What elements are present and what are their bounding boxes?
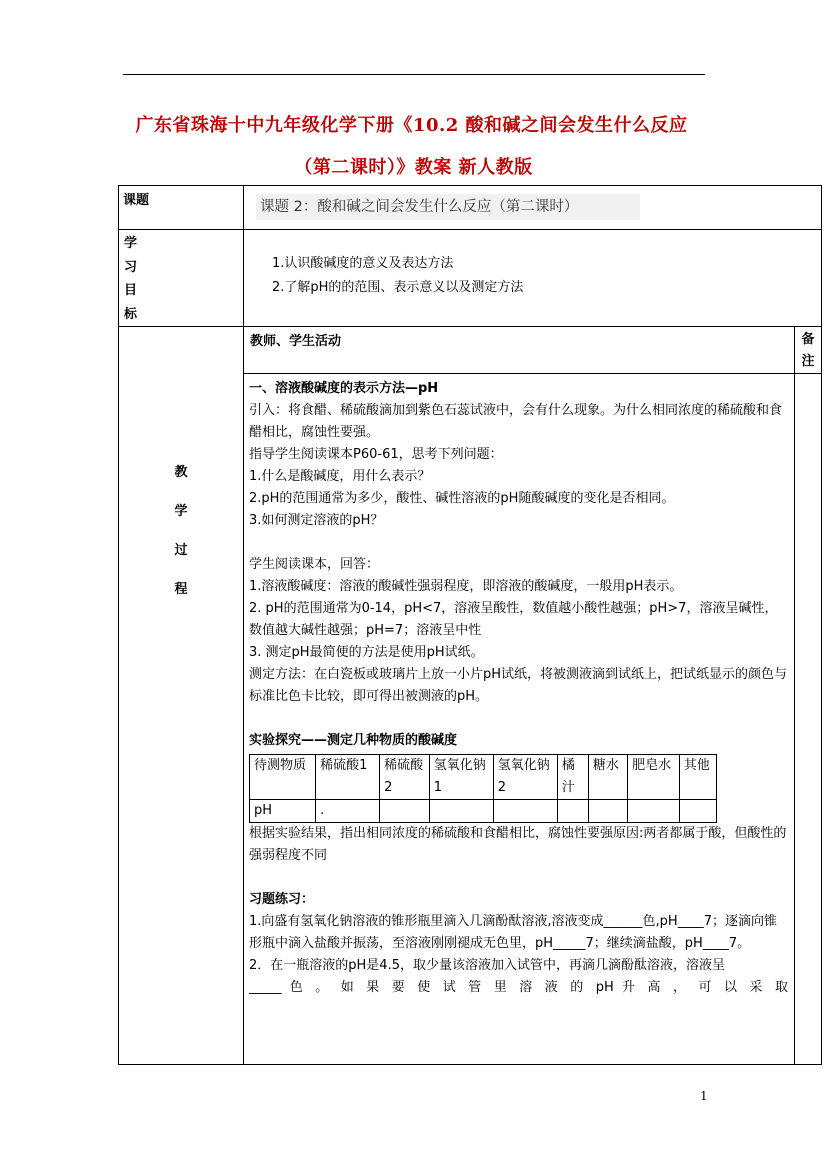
section1-title: 一、溶液酸碱度的表示方法—pH <box>249 381 439 396</box>
guide-text: 指导学生阅读课本P60-61，思考下列问题： <box>249 447 503 462</box>
process-label-char: 过 <box>174 543 188 558</box>
exercise-2: 2．在一瓶溶液的pH是4.5，取少量该溶液加入试管中，再滴几滴酚酞溶液，溶液呈 <box>249 958 725 973</box>
process-label-char: 教 <box>174 465 188 480</box>
exp-cell <box>628 800 680 823</box>
process-label-char: 学 <box>174 504 188 519</box>
activity-header: 教师、学生活动 <box>250 334 342 349</box>
goal-item: 2.了解pH的的范围、表示意义以及测定方法 <box>272 280 524 295</box>
notes-body-cell <box>795 374 822 1065</box>
answer-item: 2. pH的范围通常为0-14，pH<7，溶液呈酸性，数值越小酸性越强；pH>7，溶液呈碱性，数值越大碱性越强；pH=7；溶液呈中性 <box>249 601 778 638</box>
answer-item: 1.溶液酸碱度：溶液的酸碱性强弱程度，即溶液的酸碱度，一般用pH表示。 <box>249 579 683 594</box>
exp-cell <box>380 800 430 823</box>
exp-cell <box>429 800 493 823</box>
notes-header-cell <box>795 327 822 374</box>
question-item: 1.什么是酸碱度，用什么表示？ <box>249 469 431 484</box>
exp-cell <box>588 800 627 823</box>
goal-item: 1.认识酸碱度的意义及表达方法 <box>272 256 454 271</box>
page-title-line2: （第二课时）》教案 新人教版 <box>294 157 533 178</box>
goals-label-char: 学 <box>124 236 138 251</box>
experiment-title: 实验探究——测定几种物质的酸碱度 <box>249 733 458 748</box>
exp-header-cell: 稀硫酸2 <box>380 755 430 800</box>
process-label-char: 程 <box>174 582 188 597</box>
exp-header-cell: 橘汁 <box>557 755 588 800</box>
student-read-text: 学生阅读课本，回答： <box>249 557 380 572</box>
notes-header-char: 注 <box>801 354 815 369</box>
goals-label-cell <box>119 230 244 327</box>
lesson-plan-table <box>118 185 822 1065</box>
page-title-line1: 广东省珠海十中九年级化学下册《10.2 酸和碱之间会发生什么反应 <box>135 115 688 136</box>
method-text: 测定方法：在白瓷板或玻璃片上放一小片pH试纸，将被测液滴到试纸上，把试纸显示的颜色与标准比色卡比较，即可得出被测液的pH。 <box>249 667 788 704</box>
page-number: 1 <box>700 1089 708 1103</box>
exercise-1: 1.向盛有氢氧化钠溶液的锥形瓶里滴入几滴酚酞溶液,溶液变成______色,pH____7；逐滴向锥形瓶中滴入盐酸并振荡，至溶液刚刚褪成无色里，pH_____7；继续滴盐酸，pH____7。 <box>249 914 777 951</box>
exp-header-cell: 氢氧化钠1 <box>429 755 493 800</box>
goals-label-char: 习 <box>124 259 138 275</box>
notes-header-char: 备 <box>801 332 815 347</box>
goals-label-char: 目 <box>124 283 138 298</box>
experiment-table <box>249 754 717 823</box>
exp-cell <box>493 800 557 823</box>
exp-row-label: pH <box>250 800 316 823</box>
activity-body-cell <box>244 374 795 1065</box>
exercise-title: 习题练习： <box>249 892 315 907</box>
exp-cell <box>679 800 716 823</box>
exp-header-cell: 其他 <box>679 755 716 800</box>
exp-header-cell: 氢氧化钠2 <box>493 755 557 800</box>
exp-header-cell: 待测物质 <box>250 755 316 800</box>
question-item: 3.如何测定溶液的pH？ <box>249 513 384 528</box>
activity-header-cell <box>244 327 795 374</box>
exp-header-cell: 稀硫酸1 <box>316 755 380 800</box>
goals-label-char: 标 <box>124 306 138 322</box>
conclusion-text: 根据实验结果，指出相同浓度的稀硫酸和食醋相比，腐蚀性要强原因:两者都属于酸，但酸性的强弱程度不同 <box>249 826 787 863</box>
question-item: 2.pH的范围通常为多少，酸性、碱性溶液的pH随酸碱度的变化是否相同。 <box>249 491 675 506</box>
exp-header-cell: 肥皂水 <box>628 755 680 800</box>
exp-cell <box>557 800 588 823</box>
process-label-cell <box>119 327 244 1065</box>
header-rule <box>123 74 705 75</box>
exp-header-cell: 糖水 <box>588 755 627 800</box>
answer-item: 3. 测定pH最简便的方法是使用pH试纸。 <box>249 645 484 660</box>
exp-cell: . <box>316 800 380 823</box>
topic-label-cell <box>119 186 244 230</box>
goals-cell <box>244 230 822 327</box>
topic-value: 课题 2：酸和碱之间会发生什么反应（第二课时） <box>256 194 640 220</box>
topic-value-cell <box>244 186 822 230</box>
intro-text: 引入：将食醋、稀硫酸滴加到紫色石蕊试液中，会有什么现象。为什么相同浓度的稀硫酸和食醋相比，腐蚀性要强。 <box>249 403 783 440</box>
exercise-2-cont: _____ 色 。 如 果 要 使 试 管 里 溶 液 的 pH 升 高 ， 可 以 采 取 <box>249 980 788 995</box>
topic-label: 课题 <box>123 193 150 208</box>
